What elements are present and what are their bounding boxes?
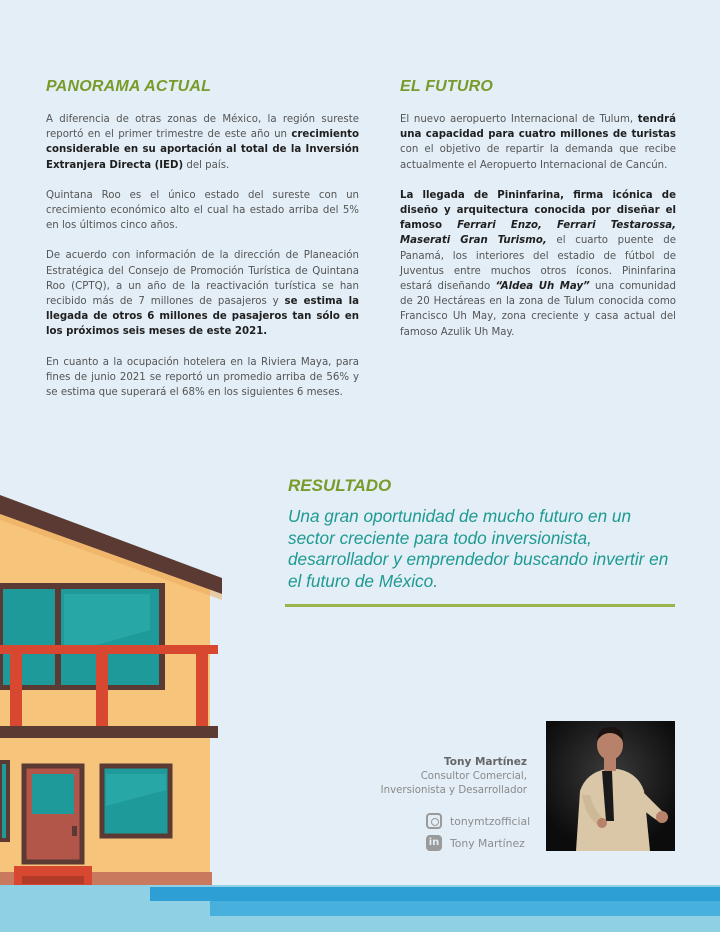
resultado-divider xyxy=(285,604,675,607)
resultado-heading: RESULTADO xyxy=(288,476,392,495)
bold-text: La llegada de Pininfarina, firma icónica de diseño y arquitectura conocida por diseñar el famoso xyxy=(400,189,676,232)
panorama-paragraph-3 xyxy=(46,248,359,339)
text-span: con el objetivo de repartir la demanda que recibe actualmente el Aeropuerto Internacional de Cancún. xyxy=(400,144,676,171)
bold-text: se estima la llegada de otros 6 millones de pasajeros tan sólo en los próximos seis meses de este 2021. xyxy=(46,296,359,338)
text-span: A diferencia de otras zonas de México, la región sureste reportó en el primer trimestre de este año un xyxy=(46,114,359,141)
house-illustration xyxy=(0,490,230,932)
text-span: El nuevo aeropuerto Internacional de Tulum, xyxy=(400,114,638,125)
resultado-section xyxy=(288,476,678,592)
text-span: una comunidad de 20 Hectáreas en la zona de Tulum conocida como Francisco Uh May, zona creciente y casa actual del famoso Azulik Uh May. xyxy=(400,281,677,338)
panorama-paragraph-2: Quintana Roo es el único estado del sureste con un crecimiento económico alto el cual ha estado arriba del 5% en los últimos cinco años. xyxy=(46,189,359,232)
author-role-line-2: Inversionista y Desarrollador xyxy=(380,785,527,796)
futuro-heading: EL FUTURO xyxy=(400,78,494,95)
futuro-paragraph-1 xyxy=(400,112,676,173)
futuro-section xyxy=(400,78,676,355)
bold-italic-text: Ferrari Enzo, Ferrari Testarossa, Maserati Gran Turismo, xyxy=(400,220,676,247)
panorama-heading: PANORAMA ACTUAL xyxy=(46,78,212,95)
resultado-text: Una gran oportunidad de mucho futuro en un sector creciente para todo inversionista, desarrollador y emprendedor buscando invertir en el futuro de México. xyxy=(288,506,669,591)
linkedin-icon: in xyxy=(426,835,442,851)
author-block xyxy=(327,756,527,798)
bold-text: crecimiento considerable en su aportación al total de la Inversión Extranjera Directa (IED) xyxy=(46,129,359,171)
bold-italic-text: “Aldea Uh May” xyxy=(495,281,590,293)
instagram-handle: tonymtzofficial xyxy=(450,814,531,828)
linkedin-name: Tony Martínez xyxy=(450,836,525,850)
text-span: del país. xyxy=(183,159,230,171)
panorama-paragraph-4: En cuanto a la ocupación hotelera en la Riviera Maya, para fines de junio 2021 se reportó un promedio arriba de 56% y se estima que superará el 68% en los siguientes 6 meses. xyxy=(46,356,359,399)
futuro-paragraph-2 xyxy=(400,188,676,340)
author-role-line-1: Consultor Comercial, xyxy=(420,771,527,782)
bold-text: tendrá una capacidad para cuatro millones de turistas xyxy=(400,114,676,141)
author-name: Tony Martínez xyxy=(444,756,527,768)
instagram-icon xyxy=(426,813,442,829)
panorama-paragraph-1 xyxy=(46,112,359,173)
panorama-section xyxy=(46,78,359,415)
text-span: De acuerdo con información de la dirección de Planeación Estratégica del Consejo de Promoción Turística de Quintana Roo (CPTQ), a un año de la reactivación turística se han recibido más de 7 millones de pasajeros y xyxy=(46,250,359,308)
sea-dark-band xyxy=(150,887,720,901)
author-photo-illustration xyxy=(546,721,675,851)
text-span: el cuarto puente de Panamá, los interiores del estadio de fútbol de Juventus entre muchos otros íconos. Pininfarina estará diseñando xyxy=(400,235,676,293)
sea-mid-band xyxy=(210,901,720,916)
author-photo xyxy=(546,721,675,851)
